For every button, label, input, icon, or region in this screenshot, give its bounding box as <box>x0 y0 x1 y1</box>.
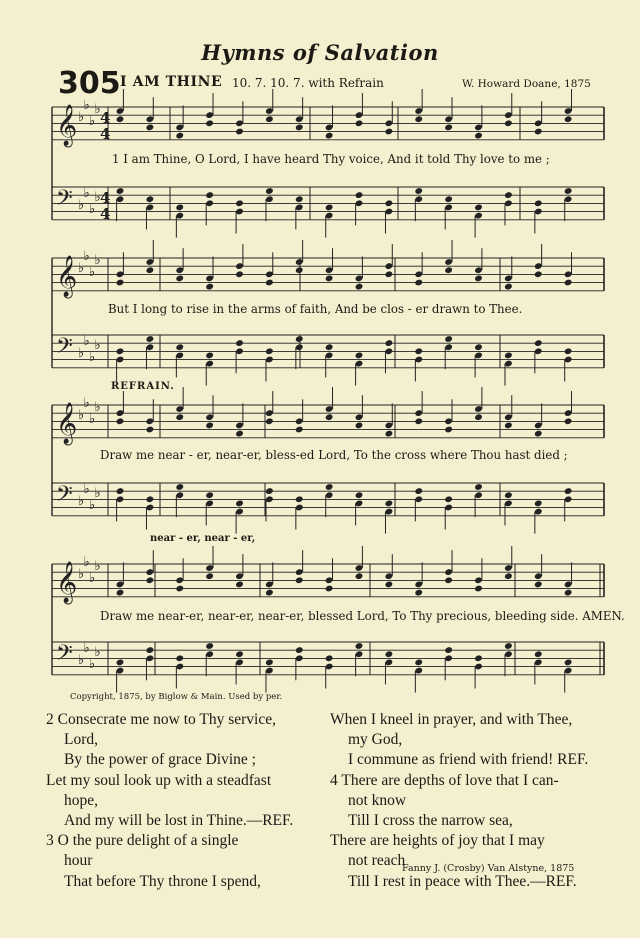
flat-icon: ♭ <box>94 253 101 268</box>
note-head <box>146 124 155 132</box>
lyric-line-2: But I long to rise in the arms of faith, And be clos - er drawn to Thee. <box>108 302 523 316</box>
note-head <box>504 572 513 580</box>
note-head <box>534 270 543 278</box>
time-signature: 4 <box>100 205 111 223</box>
flat-icon: ♭ <box>89 265 96 280</box>
note-head <box>355 642 364 650</box>
flat-icon: ♭ <box>89 498 96 513</box>
note-head <box>175 413 184 421</box>
note-head <box>474 413 483 421</box>
flat-icon: ♭ <box>83 555 90 570</box>
note-head <box>325 654 334 662</box>
note-head <box>385 430 394 438</box>
note-head <box>444 576 453 584</box>
time-signature: 4 <box>100 109 111 127</box>
note-head <box>414 115 423 123</box>
note-head <box>444 195 453 203</box>
flat-icon: ♭ <box>78 494 85 509</box>
note-head <box>564 659 573 667</box>
flat-icon: ♭ <box>83 482 90 497</box>
note-head <box>205 283 214 291</box>
verse-line: hour <box>64 852 93 870</box>
note-head <box>474 654 483 662</box>
hymn-meter: 10. 7. 10. 7. with Refrain <box>232 76 384 90</box>
note-head <box>414 417 423 425</box>
note-head <box>325 204 334 212</box>
verse-line: not know <box>348 791 407 809</box>
lyric-line-4: Draw me near-er, near-er, near-er, blessed Lord, To Thy precious, bleeding side. AMEN. <box>100 609 625 623</box>
note-head <box>564 417 573 425</box>
page-title: Hymns of Salvation <box>201 40 439 65</box>
note-head <box>444 335 453 343</box>
flat-icon: ♭ <box>94 102 101 117</box>
note-head <box>205 352 214 360</box>
note-head <box>414 487 423 495</box>
bass-clef-icon: 𝄢 <box>56 334 73 364</box>
verse-line: When I kneel in prayer, and with Thee, <box>330 711 573 728</box>
verse-line: my God, <box>348 731 403 749</box>
note-head <box>175 654 184 662</box>
note-head <box>325 585 334 593</box>
composer-credit: W. Howard Doane, 1875 <box>462 78 591 90</box>
hymn-number: 305 <box>58 66 121 101</box>
note-head <box>564 279 573 287</box>
bass-lyric: near - er, near - er, <box>150 533 256 544</box>
note-head <box>325 275 334 283</box>
time-signature: 4 <box>100 189 111 207</box>
treble-clef-icon: 𝄞 <box>56 562 78 603</box>
note-head <box>534 650 543 658</box>
note-head <box>474 343 483 351</box>
note-head <box>504 191 513 199</box>
note-head <box>444 426 453 434</box>
note-head <box>564 187 573 195</box>
copyright-notice: Copyright, 1875, by Biglow & Main. Used by per. <box>70 692 283 702</box>
note-head <box>116 417 125 425</box>
note-head <box>175 132 184 140</box>
note-head <box>355 119 364 127</box>
flat-icon: ♭ <box>94 190 101 205</box>
flat-icon: ♭ <box>83 334 90 349</box>
note-head <box>116 347 125 355</box>
note-head <box>295 266 304 274</box>
verses-left-column <box>46 710 293 892</box>
note-head <box>205 642 214 650</box>
flat-icon: ♭ <box>83 186 90 201</box>
flat-icon: ♭ <box>78 346 85 361</box>
author-credit: Fanny J. (Crosby) Van Alstyne, 1875 <box>402 863 575 874</box>
note-head <box>385 581 394 589</box>
note-head <box>146 266 155 274</box>
note-head <box>564 487 573 495</box>
note-head <box>444 124 453 132</box>
note-head <box>235 128 244 136</box>
verse-line: And my will be lost in Thine.—REF. <box>64 812 294 830</box>
flat-icon: ♭ <box>83 249 90 264</box>
note-head <box>474 132 483 140</box>
note-head <box>504 283 513 291</box>
note-head <box>414 279 423 287</box>
verse-line: There are heights of joy that I may <box>330 832 545 850</box>
note-head <box>355 352 364 360</box>
note-head <box>534 581 543 589</box>
note-head <box>116 187 125 195</box>
verse-line: hope, <box>64 791 99 809</box>
note-head <box>295 426 304 434</box>
flat-icon: ♭ <box>83 641 90 656</box>
note-head <box>146 646 155 654</box>
note-head <box>504 352 513 360</box>
flat-icon: ♭ <box>89 202 96 217</box>
note-head <box>325 483 334 491</box>
hymn-name: I AM THINE <box>120 74 223 90</box>
note-head <box>444 495 453 503</box>
flat-icon: ♭ <box>89 571 96 586</box>
note-head <box>385 650 394 658</box>
note-head <box>474 204 483 212</box>
note-head <box>325 413 334 421</box>
verse-line: not reach <box>348 852 406 870</box>
note-head <box>355 422 364 430</box>
note-head <box>146 495 155 503</box>
note-head <box>385 500 394 508</box>
verse-line: By the power of grace Divine ; <box>64 751 256 769</box>
note-head <box>564 589 573 597</box>
note-head <box>175 275 184 283</box>
verse-line: 4 There are depths of love that I can- <box>330 771 559 789</box>
verse-line: Till I cross the narrow sea, <box>348 812 513 830</box>
note-head <box>175 483 184 491</box>
bass-clef-icon: 𝄢 <box>56 641 73 671</box>
note-head <box>325 343 334 351</box>
flat-icon: ♭ <box>78 653 85 668</box>
note-head <box>235 581 244 589</box>
note-head <box>265 659 274 667</box>
flat-icon: ♭ <box>89 657 96 672</box>
note-head <box>385 339 394 347</box>
verse-line: I commune as friend with friend! REF. <box>348 751 589 769</box>
flat-icon: ♭ <box>94 400 101 415</box>
note-head <box>205 572 214 580</box>
note-head <box>235 430 244 438</box>
note-head <box>146 195 155 203</box>
note-head <box>355 572 364 580</box>
note-head <box>474 275 483 283</box>
note-head <box>534 339 543 347</box>
note-head <box>175 204 184 212</box>
note-head <box>414 187 423 195</box>
note-head <box>146 335 155 343</box>
note-head <box>444 646 453 654</box>
note-head <box>265 187 274 195</box>
treble-clef-icon: 𝄞 <box>56 403 78 444</box>
verse-line: Till I rest in peace with Thee.—REF. <box>348 872 577 890</box>
flat-icon: ♭ <box>94 645 101 660</box>
note-head <box>534 128 543 136</box>
note-head <box>265 487 274 495</box>
note-head <box>534 430 543 438</box>
note-head <box>444 266 453 274</box>
flat-icon: ♭ <box>78 261 85 276</box>
bass-clef-icon: 𝄢 <box>56 482 73 512</box>
note-head <box>295 124 304 132</box>
note-head <box>504 642 513 650</box>
note-head <box>295 576 304 584</box>
lyric-line-1: 1 I am Thine, O Lord, I have heard Thy voice, And it told Thy love to me ; <box>112 152 550 166</box>
note-head <box>295 195 304 203</box>
note-head <box>235 500 244 508</box>
note-head <box>235 199 244 207</box>
note-head <box>295 495 304 503</box>
flat-icon: ♭ <box>89 114 96 129</box>
note-head <box>265 347 274 355</box>
flat-icon: ♭ <box>83 396 90 411</box>
flat-icon: ♭ <box>78 567 85 582</box>
note-head <box>564 115 573 123</box>
note-head <box>175 585 184 593</box>
note-head <box>175 343 184 351</box>
note-head <box>265 589 274 597</box>
note-head <box>205 491 214 499</box>
note-head <box>385 128 394 136</box>
note-head <box>414 659 423 667</box>
flat-icon: ♭ <box>78 110 85 125</box>
note-head <box>295 646 304 654</box>
note-head <box>235 339 244 347</box>
note-head <box>385 199 394 207</box>
note-head <box>205 422 214 430</box>
note-head <box>474 585 483 593</box>
note-head <box>146 426 155 434</box>
note-head <box>504 119 513 127</box>
flat-icon: ♭ <box>94 559 101 574</box>
note-head <box>325 132 334 140</box>
verse-line: That before Thy throne I spend, <box>64 872 261 890</box>
flat-icon: ♭ <box>89 412 96 427</box>
flat-icon: ♭ <box>78 408 85 423</box>
treble-clef-icon: 𝄞 <box>56 256 78 297</box>
note-head <box>235 650 244 658</box>
bass-clef-icon: 𝄢 <box>56 186 73 216</box>
note-head <box>414 589 423 597</box>
note-head <box>146 576 155 584</box>
note-head <box>355 283 364 291</box>
note-head <box>116 487 125 495</box>
treble-clef-icon: 𝄞 <box>56 105 78 146</box>
flat-icon: ♭ <box>94 486 101 501</box>
time-signature: 4 <box>100 125 111 143</box>
verse-line: 3 O the pure delight of a single <box>46 832 239 850</box>
refrain-label: REFRAIN. <box>111 381 175 392</box>
verse-line: Let my soul look up with a steadfast <box>46 771 272 789</box>
note-head <box>504 491 513 499</box>
note-head <box>116 279 125 287</box>
note-head <box>265 115 274 123</box>
note-head <box>116 589 125 597</box>
note-head <box>205 191 214 199</box>
note-head <box>414 347 423 355</box>
note-head <box>355 191 364 199</box>
note-head <box>235 270 244 278</box>
note-head <box>295 335 304 343</box>
note-head <box>534 500 543 508</box>
note-head <box>534 199 543 207</box>
verse-line: Lord, <box>64 731 99 749</box>
verse-line: 2 Consecrate me now to Thy service, <box>46 711 276 728</box>
flat-icon: ♭ <box>94 338 101 353</box>
lyric-line-3: Draw me near - er, near-er, bless-ed Lord, To the cross where Thou hast died ; <box>100 448 568 462</box>
note-head <box>116 659 125 667</box>
note-head <box>385 270 394 278</box>
note-head <box>205 119 214 127</box>
flat-icon: ♭ <box>78 198 85 213</box>
note-head <box>564 347 573 355</box>
note-head <box>116 115 125 123</box>
note-head <box>504 422 513 430</box>
flat-icon: ♭ <box>89 350 96 365</box>
note-head <box>265 417 274 425</box>
note-head <box>474 483 483 491</box>
note-head <box>355 491 364 499</box>
note-head <box>265 279 274 287</box>
flat-icon: ♭ <box>83 98 90 113</box>
